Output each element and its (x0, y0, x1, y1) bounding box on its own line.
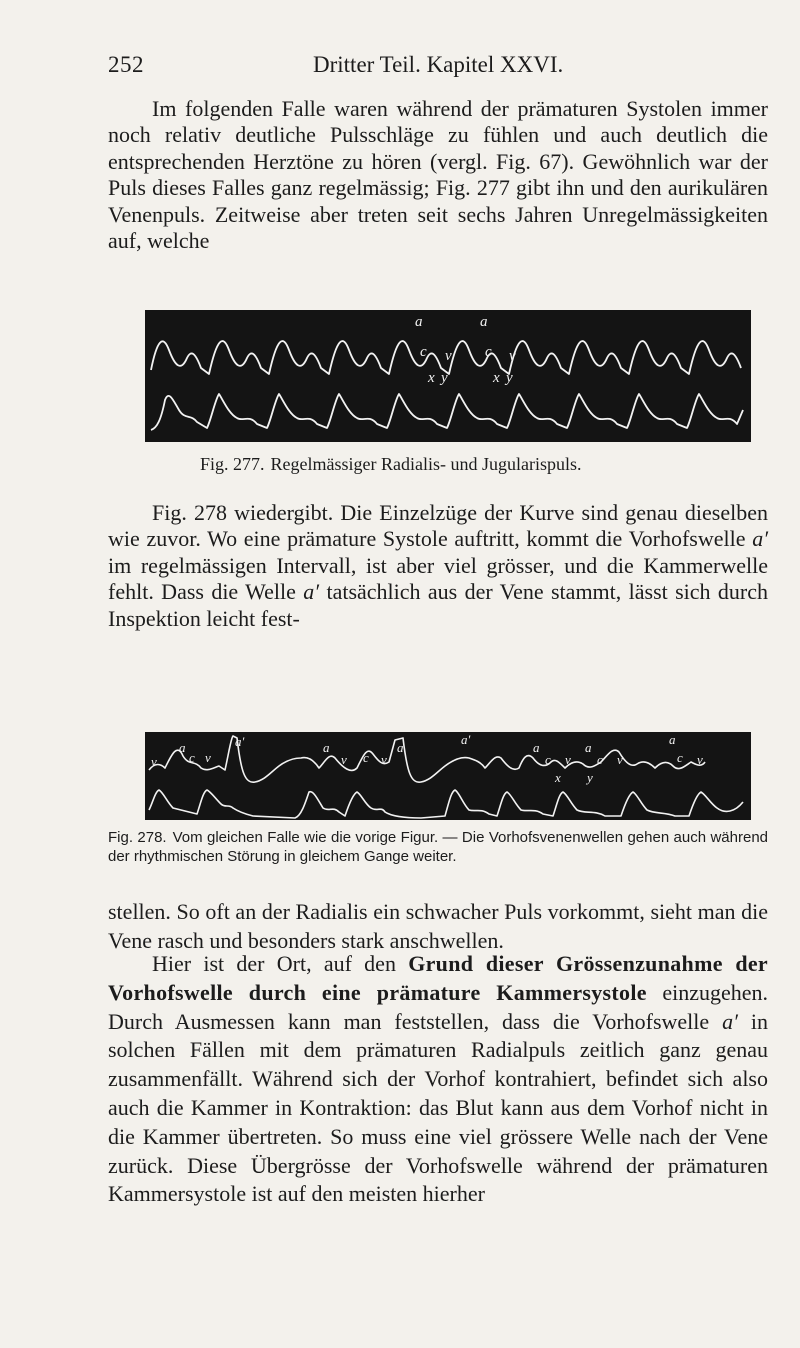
text-run: Fig. 278 wiedergibt. Die Einzelzüge der Kurve sind genau dieselben wie zuvor. Wo eine prämature Systole auftritt, kommt die Vorhofswelle (108, 500, 768, 552)
fig277-label: c (420, 344, 427, 360)
italic-term: a′ (303, 579, 320, 605)
fig278-label: c (597, 752, 603, 767)
fig278-label: v (205, 750, 211, 765)
fig278-label: c (677, 750, 683, 765)
figure-277-caption (200, 454, 760, 475)
fig278-label: y (587, 770, 593, 785)
fig277-label: c (485, 344, 492, 360)
fig278-label: v (697, 752, 703, 767)
fig278-label: a (323, 740, 330, 755)
bold-term: Grund dieser Grössenzunahme der Vorhofswelle durch eine prämature Kammersystole (108, 951, 768, 1005)
fig278-label: a (585, 740, 592, 755)
italic-term: a′ (722, 1008, 738, 1034)
text-run: tatsächlich aus der Vene stammt, lässt sich durch Inspektion leicht fest- (108, 579, 769, 631)
fig278-label: v (381, 752, 387, 767)
caption-text: Regelmässiger Radialis- und Jugularispuls. (270, 454, 582, 474)
arterial-trace (149, 790, 743, 818)
fig277-label: x (428, 370, 435, 386)
fig278-label: a (179, 740, 186, 755)
fig277-label: v (445, 348, 452, 364)
figure-278-caption (108, 828, 768, 866)
fig277-label: y (506, 370, 513, 386)
fig277-label: y (441, 370, 448, 386)
fig278-label: c (189, 750, 195, 765)
fig277-label: a (480, 314, 488, 330)
running-head: Dritter Teil. Kapitel XXVI. (313, 52, 564, 77)
fig278-label: a (533, 740, 540, 755)
figure-278-pulse-tracing (145, 732, 751, 820)
paragraph-2 (108, 500, 768, 632)
italic-term: a′ (752, 526, 768, 552)
page-header (108, 52, 768, 82)
fig278-label: c (363, 750, 369, 765)
jugularis-trace (151, 394, 743, 430)
fig278-label: a (397, 740, 404, 755)
paragraph-3: stellen. So oft an der Radialis ein schwacher Puls vorkommt, sieht man die Vene rasch und besonders stark anschwellen. (108, 899, 768, 953)
fig278-label: a′ (235, 734, 245, 749)
fig278-label: v (617, 752, 623, 767)
fig278-label: a′ (461, 732, 471, 747)
caption-label: Fig. 278. (108, 829, 167, 846)
figure-278-svg (145, 732, 751, 820)
paragraph-4 (108, 950, 768, 1209)
fig278-label: v (151, 754, 157, 769)
fig278-label: v (341, 752, 347, 767)
fig278-label: x (555, 770, 561, 785)
caption-text: Vom gleichen Falle wie die vorige Figur. — Die Vorhofsvenenwellen gehen auch während der rhythmischen Störung in gleichem Gange weiter. (108, 829, 768, 865)
fig278-label: c (545, 752, 551, 767)
fig278-label: v (565, 752, 571, 767)
fig277-label: a (415, 314, 423, 330)
figure-277-svg (145, 310, 751, 442)
text-run: einzugehen. Durch Ausmessen kann man feststellen, dass die Vorhofswelle (108, 979, 768, 1034)
text-run: Hier ist der Ort, auf den (152, 951, 409, 976)
fig277-label: x (493, 370, 500, 386)
paragraph-1: Im folgenden Falle waren während der prämaturen Systolen immer noch relativ deutliche Pulsschläge zu fühlen und auch deutlich die entsprechenden Herztöne zu hören (vergl. Fig. 67). Gewöhnlich war der Puls dieses Falles ganz regelmässig; Fig. 277 gibt ihn und den aurikulären Venenpuls. Zeitweise aber treten seit sechs Jahren Unregelmässigkeiten auf, welche (108, 96, 768, 254)
fig278-label: a (669, 732, 676, 747)
page-number: 252 (108, 52, 144, 77)
text-run: in solchen Fällen mit dem prämaturen Radialpuls zeitlich ganz genau zusammenfällt. Während sich der Vorhof kontrahiert, befindet sich also auch die Kammer in Kontraktion: das Blut kann aus dem Vorhof nicht in die Kammer übertreten. So muss eine viel grössere Welle nach der Vene zurück. Diese Übergrösse der Vorhofswelle während der prämaturen Kammersystole ist auf den meisten hierher (108, 1008, 768, 1207)
figure-277-pulse-tracing (145, 310, 751, 442)
text-run: im regelmässigen Intervall, ist aber viel grösser, und die Kammerwelle fehlt. Dass die Welle (108, 552, 768, 605)
fig277-label: v (509, 348, 516, 364)
caption-label: Fig. 277. (200, 454, 265, 474)
